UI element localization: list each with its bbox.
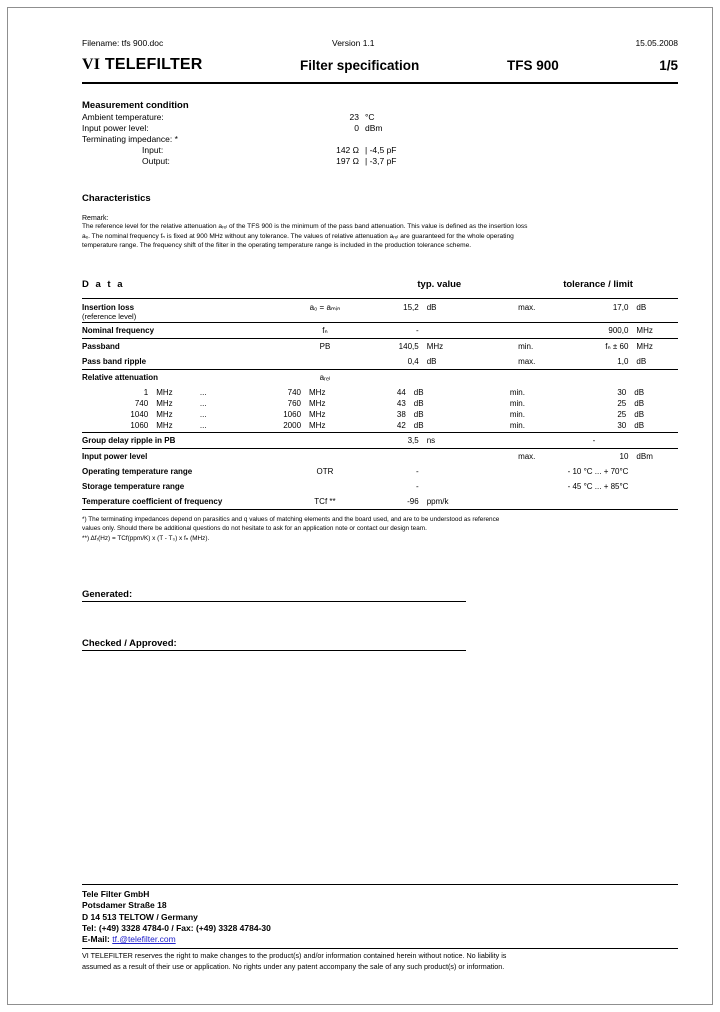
filename-text: Filename: tfs 900.doc: [82, 38, 164, 48]
row-tolerance: 1,0: [617, 356, 629, 366]
table-row: [82, 421, 678, 432]
row-typ-value: 15,2: [369, 298, 427, 312]
row-tolerance: - 45 °C ... + 85°C: [567, 481, 629, 491]
band-tolerance-unit: dB: [634, 398, 645, 408]
row-sublabel: (reference level): [82, 311, 137, 321]
row-symbol: PB: [281, 338, 368, 354]
company-logo: [82, 56, 203, 74]
band-minmax: min.: [509, 387, 525, 397]
column-header-data: D a t a: [82, 278, 125, 290]
remark-line: The reference level for the relative attenuation aᵣₑₗ of the TFS 900 is the minimum of the pass band attenuation. This value is defined as the insertion loss: [82, 223, 528, 230]
company-name: Tele Filter GmbH: [82, 889, 150, 899]
band-typ-unit: dB: [413, 387, 424, 397]
column-header-typ-value: typ. value: [417, 278, 462, 290]
row-typ-unit: ppm/k: [427, 494, 518, 510]
row-symbol: [281, 479, 368, 494]
measurement-label: Input power level:: [82, 123, 149, 133]
measurement-condition-title: Measurement condition: [82, 100, 189, 111]
table-row: [82, 479, 678, 494]
band-tolerance: 30: [617, 420, 627, 430]
remark-line: temperature range. The frequency shift of the filter in the operating temperature range is included in the production tolerance scheme.: [82, 242, 472, 250]
column-header-tolerance: tolerance / limit: [563, 278, 633, 290]
row-label: Temperature coefficient of frequency: [82, 494, 281, 510]
row-label: Passband: [82, 338, 281, 354]
generated-field[interactable]: Generated:: [82, 589, 466, 602]
header-divider: [82, 82, 678, 84]
band-end: 2000: [283, 420, 302, 430]
email-label: E-Mail:: [82, 934, 113, 945]
footer-divider: [82, 884, 678, 885]
disclaimer-text: [82, 951, 678, 972]
row-typ-unit: [427, 464, 518, 479]
email-line: [82, 934, 678, 945]
city-address: D 14 513 TELTOW / Germany: [82, 911, 198, 922]
measurement-value: 0: [354, 123, 359, 133]
row-typ-value: [369, 448, 427, 464]
remark-label: Remark:: [82, 215, 109, 222]
row-tolerance: fₙ ± 60: [560, 338, 637, 354]
table-row: [82, 298, 678, 312]
measurement-unit: dBm: [365, 123, 383, 133]
row-symbol: aᵣₑₗ: [281, 369, 368, 385]
table-row: [82, 388, 678, 399]
characteristics-title: Characteristics: [82, 193, 151, 204]
attenuation-bands-table: [82, 388, 678, 432]
measurement-condition-table: [82, 112, 397, 167]
remark-body: [82, 222, 678, 251]
table-row: [82, 338, 678, 354]
impedance-value: 197 Ω: [336, 156, 359, 166]
table-row: [82, 369, 678, 385]
row-tolerance-unit: MHz: [636, 338, 678, 354]
footnote-line: *) The terminating impedances depend on parasitics and q values of matching elements and the board used, and are to be understood as reference: [82, 515, 500, 523]
row-tolerance-unit: [636, 494, 678, 510]
row-label: Group delay ripple in PB: [82, 432, 281, 448]
row-typ-value: [369, 369, 427, 385]
band-range-dots: ...: [199, 420, 207, 430]
band-end-unit: MHz: [309, 398, 326, 408]
band-start-unit: MHz: [156, 409, 173, 419]
measurement-label: Terminating impedance: *: [82, 134, 178, 144]
row-tolerance: 17,0: [560, 298, 637, 312]
table-row: [82, 410, 678, 421]
column-header-symbol: [281, 279, 368, 299]
band-typ-unit: dB: [413, 420, 424, 430]
band-typ-value: 43: [396, 398, 406, 408]
row-label: Input power level: [82, 448, 281, 464]
logo-text: TELEFILTER: [104, 56, 203, 73]
band-minmax: min.: [509, 409, 525, 419]
row-symbol: [281, 432, 368, 448]
disclaimer-line: VI TELEFILTER reserves the right to make changes to the product(s) and/or information contained herein without notice. No liability is: [82, 951, 507, 961]
row-typ-unit: [427, 479, 518, 494]
band-range-dots: ...: [199, 398, 207, 408]
measurement-value: 23: [349, 112, 359, 122]
document-content: [82, 0, 678, 651]
band-start: 1060: [130, 420, 149, 430]
row-typ-unit: ns: [427, 432, 518, 448]
row-typ-unit: dB: [426, 356, 437, 366]
checked-approved-field[interactable]: Checked / Approved:: [82, 638, 466, 651]
row-minmax: [518, 322, 560, 338]
band-typ-unit: dB: [413, 409, 424, 419]
impedance-row: [82, 156, 397, 167]
version-text: Version 1.1: [332, 38, 375, 48]
row-minmax: max.: [518, 448, 560, 464]
band-tolerance-unit: dB: [634, 387, 645, 397]
row-typ-value: -: [416, 481, 419, 491]
row-symbol: a₀ = aₘᵢₙ: [281, 298, 368, 312]
row-symbol: [281, 354, 368, 370]
band-tolerance: 30: [617, 387, 627, 397]
row-symbol: fₙ: [281, 322, 368, 338]
signature-block: [82, 589, 678, 651]
band-minmax: min.: [509, 420, 525, 430]
company-address: [82, 889, 678, 945]
table-header-row: [82, 279, 678, 299]
band-start-unit: MHz: [156, 420, 173, 430]
row-tolerance: - 10 °C ... + 70°C: [567, 466, 629, 476]
row-tolerance: [560, 494, 637, 510]
row-typ-unit: MHz: [427, 338, 518, 354]
table-row-sub: [82, 312, 678, 323]
band-tolerance-unit: dB: [634, 420, 645, 430]
band-tolerance: 25: [617, 409, 627, 419]
band-tolerance: 25: [617, 398, 627, 408]
row-tolerance-unit: dB: [636, 298, 678, 312]
band-minmax: min.: [509, 398, 525, 408]
impedance-unit: | -3,7 pF: [365, 156, 397, 166]
row-typ-unit: [427, 322, 518, 338]
row-typ-value: 3,5: [369, 432, 427, 448]
row-tolerance: -: [560, 432, 637, 448]
band-end-unit: MHz: [309, 409, 326, 419]
table-row: [82, 432, 678, 448]
footnotes-block: [82, 515, 678, 544]
row-typ-value: 0,4: [407, 356, 419, 366]
row-minmax: [518, 432, 560, 448]
impedance-unit: | -4,5 pF: [365, 145, 397, 155]
row-symbol: TCf **: [281, 494, 368, 510]
row-symbol: [281, 448, 368, 464]
table-row: [82, 354, 678, 370]
specification-table-lower: [82, 432, 678, 510]
band-start-unit: MHz: [156, 398, 173, 408]
row-typ-value: -: [416, 466, 419, 476]
page-title: Filter specification: [300, 58, 420, 73]
row-typ-unit: [427, 448, 518, 464]
footnote-line: values only. Should there be additional questions do not hesitate to ask for an application note or contact our design team.: [82, 525, 427, 533]
measurement-row: [82, 134, 397, 145]
row-label: Pass band ripple: [82, 356, 147, 366]
table-row: [82, 494, 678, 510]
row-tolerance-unit: dBm: [636, 448, 678, 464]
row-minmax: [518, 494, 560, 510]
row-label: Storage temperature range: [82, 481, 185, 491]
page-number: 1/5: [659, 58, 678, 73]
row-tolerance: 10: [560, 448, 637, 464]
row-typ-value: 140,5: [369, 338, 427, 354]
model-name: TFS 900: [507, 58, 559, 73]
band-typ-value: 44: [396, 387, 406, 397]
band-typ-unit: dB: [413, 398, 424, 408]
measurement-row: [82, 112, 397, 123]
impedance-value: 142 Ω: [336, 145, 359, 155]
street-address: Potsdamer Straße 18: [82, 900, 167, 911]
impedance-row: [82, 145, 397, 156]
row-typ-unit: dB: [427, 298, 518, 312]
table-row: [82, 322, 678, 338]
disclaimer-line: assumed as a result of their use or application. No rights under any patent accompany the sale of any such product(s) or information.: [82, 961, 505, 971]
row-label: Insertion loss: [82, 298, 281, 312]
table-row: [82, 448, 678, 464]
measurement-row: [82, 123, 397, 134]
row-tolerance-unit: [636, 369, 678, 385]
band-end: 760: [287, 398, 302, 408]
row-tolerance: [560, 369, 637, 385]
row-minmax: max.: [518, 356, 536, 366]
measurement-label: Ambient temperature:: [82, 112, 164, 122]
band-start-unit: MHz: [156, 387, 173, 397]
document-footer: [82, 884, 678, 972]
phone-fax: Tel: (+49) 3328 4784-0 / Fax: (+49) 3328 4784-30: [82, 922, 271, 933]
row-typ-value: -96: [369, 494, 427, 510]
band-start: 1: [143, 387, 149, 397]
measurement-unit: [365, 134, 397, 145]
row-tolerance-unit: MHz: [636, 322, 678, 338]
row-minmax: [518, 369, 560, 385]
impedance-label: Input:: [142, 145, 164, 155]
measurement-value: [307, 134, 365, 145]
row-label: Nominal frequency: [82, 322, 281, 338]
band-end-unit: MHz: [309, 420, 326, 430]
impedance-label: Output:: [142, 156, 170, 166]
band-tolerance-unit: dB: [634, 409, 645, 419]
row-typ-value: -: [369, 322, 427, 338]
band-range-dots: ...: [199, 409, 207, 419]
row-spacer: [281, 312, 678, 323]
row-tolerance: 900,0: [560, 322, 637, 338]
band-end-unit: MHz: [309, 387, 326, 397]
band-typ-value: 42: [396, 420, 406, 430]
row-tolerance-unit: [636, 432, 678, 448]
measurement-unit: °C: [365, 112, 375, 122]
row-symbol: OTR: [316, 466, 334, 476]
remark-line: aₑ. The nominal frequency fₙ is fixed at 900 MHz without any tolerance. The values of relative attenuation aᵣₑₗ are guaranteed for the whole operating: [82, 232, 514, 240]
document-header-meta: [82, 38, 678, 54]
row-minmax: max.: [518, 298, 560, 312]
disclaimer-divider: [82, 948, 678, 949]
band-start: 1040: [130, 409, 149, 419]
band-end: 1060: [283, 409, 302, 419]
row-label: Operating temperature range: [82, 466, 193, 476]
table-row: [82, 464, 678, 479]
email-link[interactable]: tf.@telefilter.com: [112, 934, 176, 945]
logo-mark: VI: [82, 56, 101, 73]
band-range-dots: ...: [199, 387, 207, 397]
table-row: [82, 399, 678, 410]
specification-table: [82, 279, 678, 385]
band-typ-value: 38: [396, 409, 406, 419]
row-minmax: min.: [518, 338, 560, 354]
row-tolerance-unit: dB: [636, 356, 647, 366]
row-typ-unit: [427, 369, 518, 385]
band-end: 740: [287, 387, 302, 397]
date-text: 15.05.2008: [635, 38, 678, 48]
document-header-title-row: [82, 56, 678, 80]
band-start: 740: [134, 398, 149, 408]
row-label: Relative attenuation: [82, 369, 281, 385]
footnote-line: **) Δfᵣ(Hz) = TCf(ppm/K) x (T - T₀) x fₙ (MHz).: [82, 534, 210, 542]
